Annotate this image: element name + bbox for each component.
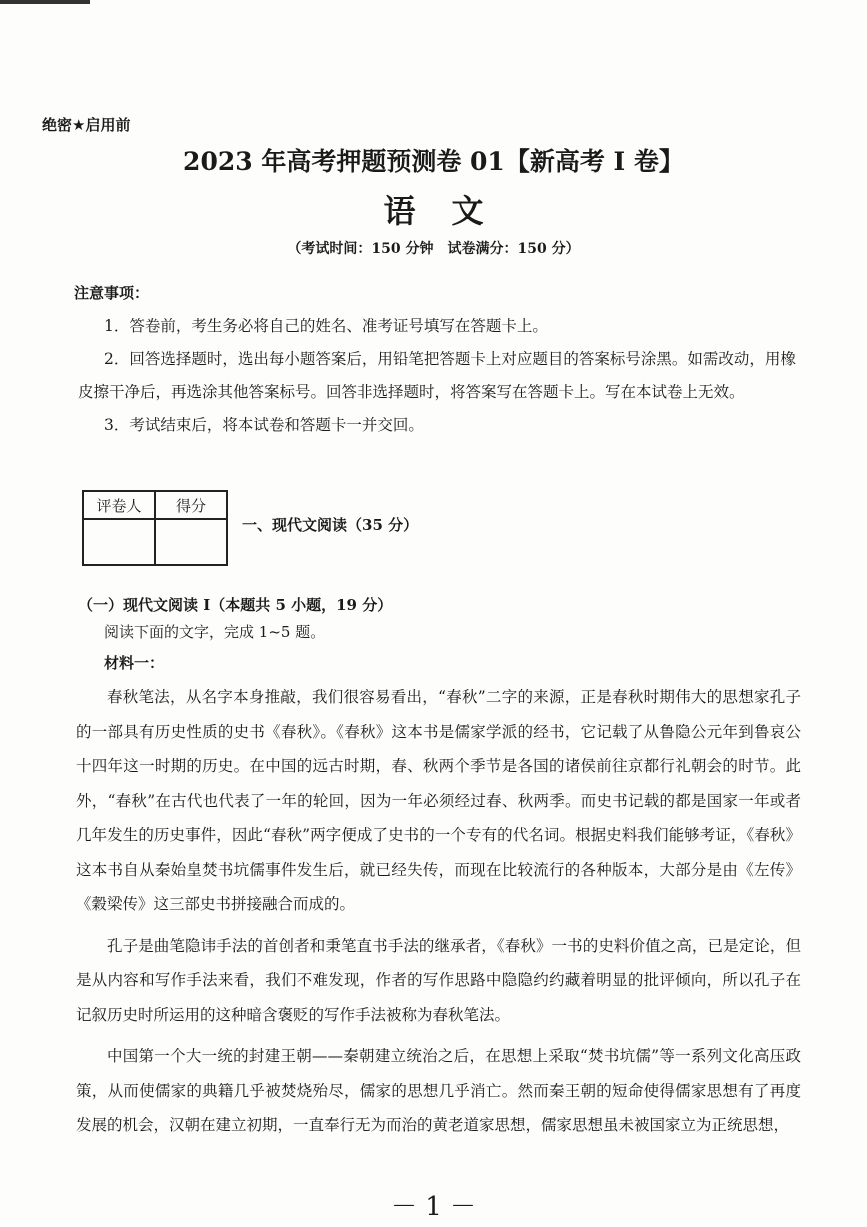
section-heading: 一、现代文阅读（35 分） (242, 516, 419, 534)
passage-paragraph: 春秋笔法，从名字本身推敲，我们很容易看出，“春秋”二字的来源，正是春秋时期伟大的思想家孔子的一部具有历史性质的史书《春秋》。《春秋》这本书是儒家学派的经书，它记载了从鲁隐公元年到鲁哀公十四年这一时期的历史。在中国的远古时期，春、秋两个季节是各国的诸侯前往京都行礼朝会的时节。此外，“春秋”在古代也代表了一年的轮回，因为一年必须经过春、秋两季。而史书记载的都是国家一年或者几年发生的历史事件，因此“春秋”两字便成了史书的一个专有的代名词。根据史料我们能够考证，《春秋》这本书自从秦始皇焚书坑儒事件发生后，就已经失传，而现在比较流行的各种版本，大部分是由《左传》《穀梁传》这三部史书拼接融合而成的。 (76, 688, 801, 913)
score-table (82, 490, 228, 566)
material-label: 材料一： (104, 654, 165, 672)
notice-list (78, 310, 808, 442)
confidential-label: 绝密★启用前 (42, 116, 131, 134)
score-label: 得分 (155, 491, 227, 519)
passage-paragraph: 孔子是曲笔隐讳手法的首创者和秉笔直书手法的继承者，《春秋》一书的史料价值之高，已是定论，但是从内容和写作手法来看，我们不难发现，作者的写作思路中隐隐约约藏着明显的批评倾向，所以孔子在记叙历史时所运用的这种暗含褒贬的写作手法被称为春秋笔法。 (76, 936, 801, 1024)
sub-section-heading: （一）现代文阅读 I（本题共 5 小题，19 分） (78, 596, 393, 614)
reading-passage (76, 680, 801, 1150)
notice-item: 1．答卷前，考生务必将自己的姓名、准考证号填写在答题卡上。 (104, 317, 548, 335)
notice-item: 2．回答选择题时，选出每小题答案后，用铅笔把答题卡上对应题目的答案标号涂黑。如需改动，用橡皮擦干净后，再选涂其他答案标号。回答非选择题时，将答案写在答题卡上。写在本试卷上无效。 (78, 350, 796, 401)
reviewer-label: 评卷人 (83, 491, 155, 519)
notice-heading: 注意事项： (74, 284, 150, 302)
notice-item: 3．考试结束后，将本试卷和答题卡一并交回。 (104, 416, 424, 434)
scan-edge-mark (0, 0, 90, 4)
reviewer-cell (83, 519, 155, 565)
passage-paragraph: 中国第一个大一统的封建王朝——秦朝建立统治之后，在思想上采取“焚书坑儒”等一系列文化高压政策，从而使儒家的典籍几乎被焚烧殆尽，儒家的思想几乎消亡。然而秦王朝的短命使得儒家思想有了再度发展的机会，汉朝在建立初期，一直奉行无为而治的黄老道家思想，儒家思想虽未被国家立为正统思想， (76, 1047, 801, 1134)
exam-title: 2023 年高考押题预测卷 01【新高考 I 卷】 (183, 147, 684, 176)
page-number: － 1 － (390, 1192, 477, 1222)
reading-instruction: 阅读下面的文字，完成 1~5 题。 (104, 623, 326, 641)
score-cell (155, 519, 227, 565)
subject-title: 语文 (383, 192, 520, 230)
exam-info: （考试时间：150 分钟 试卷满分：150 分） (287, 241, 580, 257)
